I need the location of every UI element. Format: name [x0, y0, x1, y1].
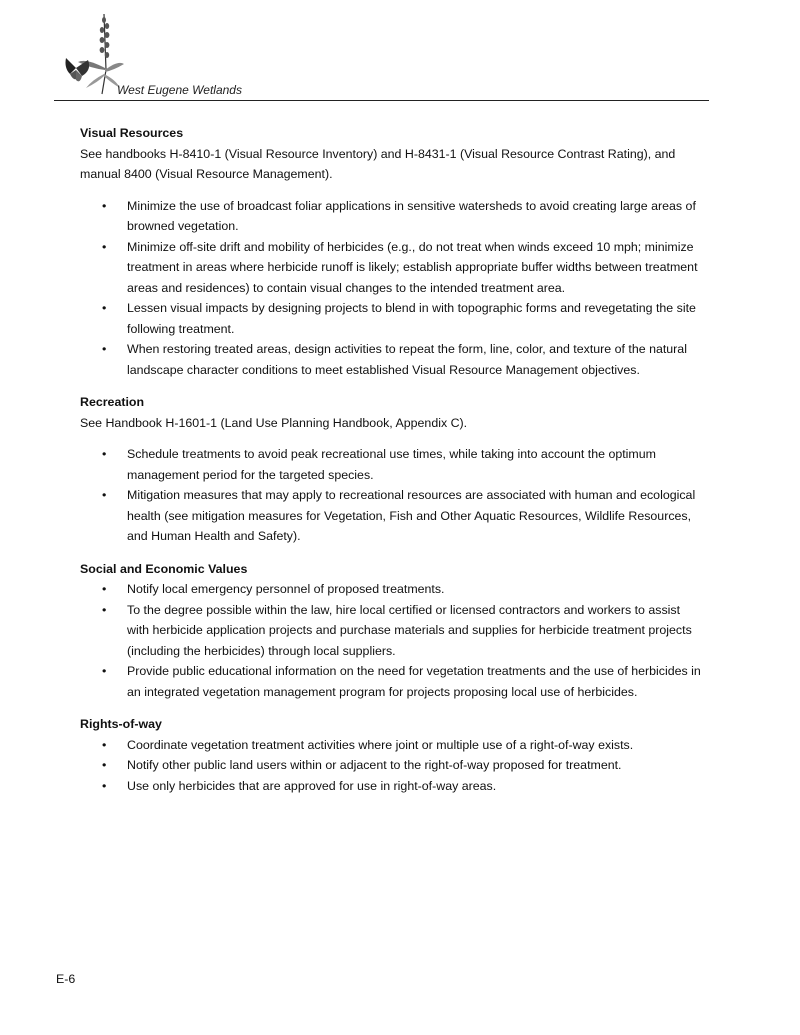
bullet-marker: •	[102, 198, 107, 213]
section-intro-recreation: See Handbook H-1601-1 (Land Use Planning Handbook, Appendix C).	[80, 415, 468, 430]
list-item: • Provide public educational information on the need for vegetation treatments and the use of herbicides in an integrated vegetation management program for projects proposing local use of herbicides.	[80, 661, 705, 702]
list-item: • Coordinate vegetation treatment activities where joint or multiple use of a right-of-way exists.	[80, 735, 705, 756]
list-item: • Schedule treatments to avoid peak recreational use times, while taking into account the optimum management period for the targeted species.	[80, 444, 705, 485]
bullet-marker: •	[102, 301, 107, 315]
bullet-marker: •	[102, 758, 107, 772]
section-heading-recreation: Recreation	[80, 395, 145, 409]
list-item: • Mitigation measures that may apply to recreational resources are associated with human and ecological health (see mitigation measures for Vegetation, Fish and Other Aquatic Resources, Wildlife Resources, and Human Health and Safety).	[80, 485, 705, 547]
bullet-marker: •	[102, 447, 107, 461]
list-item: • Notify local emergency personnel of proposed treatments.	[80, 579, 705, 600]
bullet-list-rights-of-way	[80, 735, 705, 797]
section-heading-visual-resources: Visual Resources	[80, 126, 184, 140]
page-header-title: West Eugene Wetlands	[117, 83, 242, 97]
bullet-marker: •	[102, 582, 107, 596]
bullet-marker: •	[102, 239, 107, 254]
list-item: • Lessen visual impacts by designing projects to blend in with topographic forms and revegetating the site following treatment.	[80, 298, 705, 339]
bullet-marker: •	[102, 602, 107, 617]
list-item: • Notify other public land users within or adjacent to the right-of-way proposed for treatment.	[80, 755, 705, 776]
bullet-list-recreation	[80, 444, 705, 547]
bullet-marker: •	[102, 488, 107, 502]
section-intro-visual-resources: See handbooks H-8410-1 (Visual Resource Inventory) and H-8431-1 (Visual Resource Contrast Rating), and manual 8400 (Visual Resource Management).	[80, 146, 676, 181]
wetland-plant-butterfly-icon	[56, 10, 126, 98]
page-number: E-6	[56, 972, 76, 986]
bullet-marker: •	[102, 737, 107, 752]
bullet-marker: •	[102, 342, 107, 356]
list-item: • When restoring treated areas, design activities to repeat the form, line, color, and texture of the natural landscape character conditions to meet established Visual Resource Management objectives.	[80, 339, 705, 380]
header-divider	[54, 100, 709, 101]
section-heading-rights-of-way: Rights-of-way	[80, 717, 162, 731]
list-item: • Minimize the use of broadcast foliar applications in sensitive watersheds to avoid creating large areas of browned vegetation.	[80, 196, 705, 237]
bullet-list-social-economic	[80, 579, 705, 702]
bullet-marker: •	[102, 778, 107, 793]
list-item: • Use only herbicides that are approved for use in right-of-way areas.	[80, 776, 705, 797]
bullet-list-visual-resources	[80, 196, 705, 381]
bullet-marker: •	[102, 664, 107, 678]
document-body	[80, 123, 705, 808]
list-item: • Minimize off-site drift and mobility of herbicides (e.g., do not treat when winds exceed 10 mph; minimize treatment in areas where herbicide runoff is likely; establish appropriate buffer widths between treatment areas and residences) to contain visual changes to the intended treatment area.	[80, 237, 705, 299]
section-heading-social-economic: Social and Economic Values	[80, 561, 248, 576]
list-item: • To the degree possible within the law, hire local certified or licensed contractors and workers to assist with herbicide application projects and purchase materials and supplies for herbicide treatment projects (including the herbicides) through local suppliers.	[80, 600, 705, 662]
